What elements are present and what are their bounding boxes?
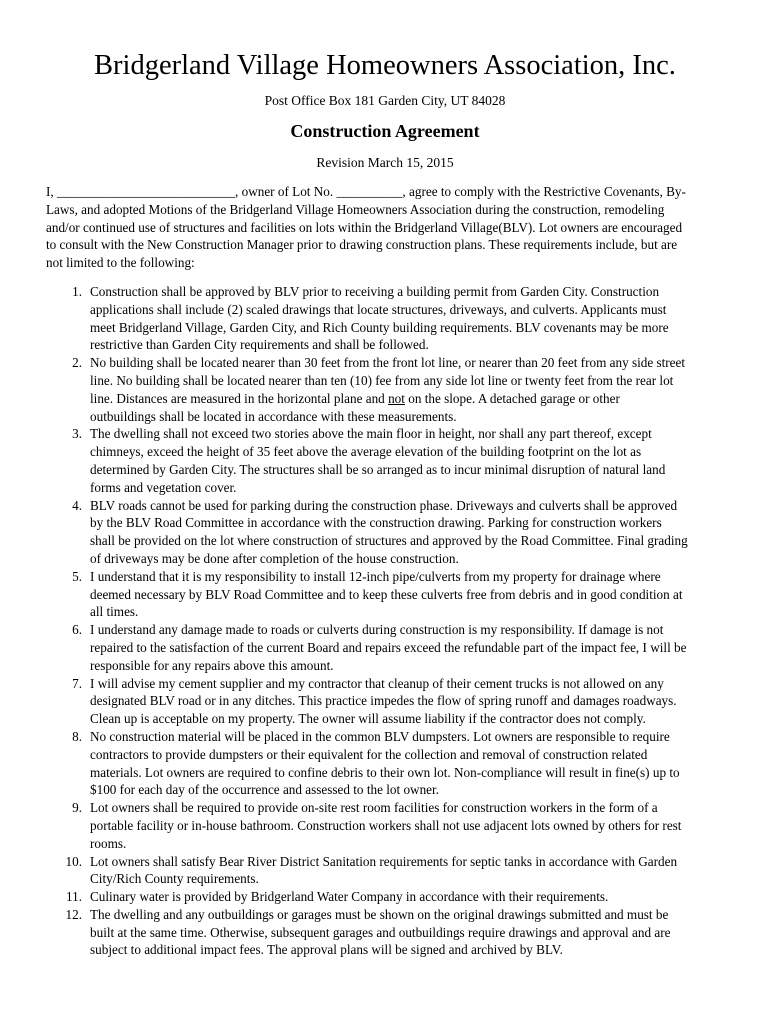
text-line: portable facility or in-house bathroom. Construction workers shall not use adjacent lots owned by others for rest [90, 817, 682, 833]
list-item-number: 2. [72, 355, 82, 371]
list-item-text [90, 906, 730, 959]
list-item [0, 621, 770, 674]
intro-line: Laws, and adopted Motions of the Bridgerland Village Homeowners Association during the construction, remodeling [46, 201, 665, 217]
text-line: Culinary water is provided by Bridgerland Water Company in accordance with their requirements. [90, 889, 609, 905]
list-item-number: 10. [65, 853, 82, 869]
text-line: materials. Lot owners are required to confine debris to their own lot. Non-compliance will result in fine(s) up to [90, 764, 680, 780]
list-item-number: 1. [72, 284, 82, 299]
list-item [0, 888, 770, 906]
intro-paragraph [46, 183, 730, 272]
list-item-text [90, 621, 730, 674]
list-item [0, 497, 770, 568]
list-item [0, 425, 770, 496]
requirements-list [0, 283, 770, 959]
list-item [0, 853, 770, 889]
list-item [0, 283, 770, 354]
text-line: City/Rich County requirements. [90, 871, 259, 887]
text-line: built at the same time. Otherwise, subsequent garages and outbuildings require drawings and approval and are [90, 924, 671, 940]
list-item-text [90, 728, 730, 799]
revision-date: Revision March 15, 2015 [316, 155, 454, 170]
text-line: restrictive than Garden City requirements and shall be followed. [90, 337, 429, 353]
text-line: shall be provided on the lot where construction of structures and approved by the Road Committee. Final grading [90, 533, 688, 549]
list-item-text [90, 283, 730, 354]
text-line: repaired to the satisfaction of the current Board and repairs exceed the refundable part of the impact fee, I will be [90, 639, 687, 655]
text-line: rooms. [90, 835, 127, 851]
text-line: I understand that it is my responsibility to install 12-inch pipe/culverts from my property for drainage where [90, 568, 661, 584]
text-line: responsible for any repairs above this amount. [90, 657, 334, 673]
text-line: No building shall be located nearer than 30 feet from the front lot line, or nearer than 20 feet from any side street [90, 355, 686, 371]
intro-line: not limited to the following: [46, 255, 195, 271]
text-line: designated BLV road or in any ditches. This practice impedes the flow of spring runoff and damages roadways. [90, 693, 677, 709]
text-line: BLV roads cannot be used for parking during the construction phase. Driveways and culverts shall be approved [90, 497, 678, 513]
text-line: line. Distances are measured in the horizontal plane and not on the slope. A detached garage or other [90, 390, 620, 406]
text-line: of driveways may be done after completion of the house construction. [90, 550, 459, 566]
list-item [0, 354, 770, 425]
text-line: Lot owners shall be required to provide on-site rest room facilities for construction workers in the form of a [90, 800, 658, 816]
list-item-number: 4. [72, 497, 82, 513]
text-line: determined by Garden City. The structures shall be so arranged as to incur minimal disruption of natural land [90, 461, 666, 477]
text-line: line. No building shall be located nearer than ten (10) fee from any side lot line or twenty feet from the rear lot [90, 372, 674, 388]
list-item [0, 728, 770, 799]
text-line: I understand any damage made to roads or culverts during construction is my responsibility. If damage is not [90, 622, 664, 638]
text-line: I will advise my cement supplier and my contractor that cleanup of their cement trucks is not allowed on any [90, 675, 664, 691]
emphasis-not: not [388, 390, 405, 406]
text-line: deemed necessary by BLV Road Committee and to keep these culverts free from debris and in good condition at [90, 586, 683, 602]
text-line: forms and vegetation cover. [90, 479, 237, 495]
list-item-number: 11. [66, 889, 82, 905]
list-item-number: 3. [72, 426, 82, 442]
text-line: Construction shall be approved by BLV prior to receiving a building permit from Garden City. Construction [90, 284, 660, 299]
list-item-text [90, 799, 730, 852]
text-line: contractors to provide dumpsters or their equivalent for the collection and removal of construction related [90, 746, 648, 762]
text-line: $100 for each day of the occurrence and assessed to the lot owner. [90, 782, 439, 798]
intro-line: and/or continued use of structures and facilities on lots within the Bridgerland Village(BLV). Lot owners are encouraged [46, 219, 683, 235]
agreement-heading: Construction Agreement [290, 121, 480, 141]
list-item-text [90, 853, 730, 889]
list-item-text [90, 497, 730, 568]
list-item [0, 799, 770, 852]
list-item-number: 9. [72, 800, 82, 816]
document-title: Bridgerland Village Homeowners Association, Inc. [94, 50, 676, 81]
list-item [0, 675, 770, 728]
text-line: meet Bridgerland Village, Garden City, and Rich County building requirements. BLV covenants may be more [90, 319, 669, 335]
list-item [0, 906, 770, 959]
text-line: Lot owners shall satisfy Bear River District Sanitation requirements for septic tanks in accordance with Garden [90, 853, 678, 869]
list-item-number: 8. [72, 728, 82, 744]
list-item-text [90, 675, 730, 728]
list-item-number: 12. [65, 906, 82, 922]
association-address: Post Office Box 181 Garden City, UT 84028 [264, 93, 506, 108]
list-item-number: 7. [72, 675, 82, 691]
text-line: The dwelling shall not exceed two stories above the main floor in height, nor shall any part thereof, except [90, 426, 652, 442]
text-line: chimneys, exceed the height of 35 feet above the average elevation of the building footprint on the lot as [90, 444, 642, 460]
text-line: No construction material will be placed in the common BLV dumpsters. Lot owners are responsible to require [90, 728, 670, 744]
text-line: The dwelling and any outbuildings or garages must be shown on the original drawings submitted and must be [90, 906, 669, 922]
text-line: Clean up is acceptable on my property. The owner will assume liability if the contractor does not comply. [90, 711, 646, 727]
list-item-number: 5. [72, 568, 82, 584]
list-item-text [90, 354, 730, 425]
list-item-number: 6. [72, 622, 82, 638]
text-line: by the BLV Road Committee in accordance with the construction drawing. Parking for construction workers [90, 515, 662, 531]
list-item-text [90, 888, 730, 906]
text-line: subject to additional impact fees. The approval plans will be signed and archived by BLV. [90, 942, 563, 958]
list-item [0, 568, 770, 621]
text-line: all times. [90, 604, 139, 620]
text-line: outbuildings shall be located in accordance with these measurements. [90, 408, 457, 424]
intro-line: I, ___________________________, owner of Lot No. __________, agree to comply with the Restrictive Covenants, By- [46, 184, 686, 199]
text-line: applications shall include (2) scaled drawings that locate structures, driveways, and culverts. Applicants must [90, 301, 667, 317]
list-item-text [90, 425, 730, 496]
intro-line: to consult with the New Construction Manager prior to drawing construction plans. These requirements include, but are [46, 237, 678, 253]
list-item-text [90, 568, 730, 621]
